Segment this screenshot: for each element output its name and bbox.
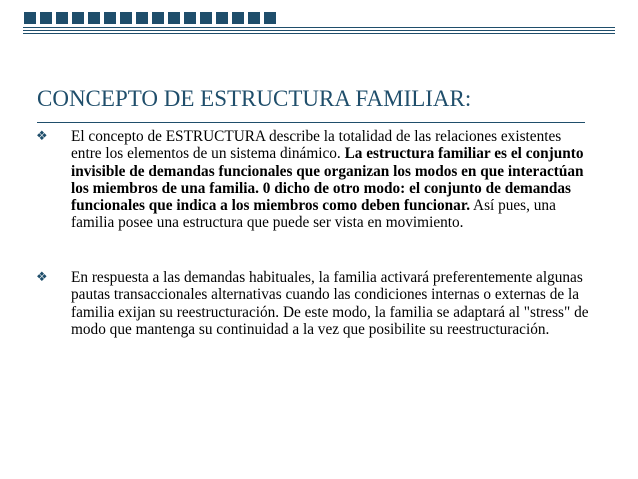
- bullet-item: [36, 128, 591, 232]
- bullet-text-bold-segment: La estructura familiar es el conjunto invisible de demandas funcionales que organizan los modos en que interactúan los miembros de una familia. 0 dicho de otro modo: el conjunto de demandas funcionales que indica a los miembros como deben funcionar.: [71, 145, 584, 215]
- diamond-bullet-icon: ❖: [36, 129, 48, 144]
- bullet-text-segment: En respuesta a las demandas habituales, la familia activará preferentemente algunas pautas transaccionales alternativas cuando las condiciones internas o externas de la familia exijan su reestructuración. De este modo, la familia se adaptará al "stress" de modo que mantenga su continuidad a la vez que posibilite su reestructuración.: [71, 269, 589, 338]
- decoration-square: [23, 11, 37, 25]
- decoration-line: [23, 27, 615, 28]
- slide-title: CONCEPTO DE ESTRUCTURA FAMILIAR:: [37, 86, 472, 111]
- decoration-square: [55, 11, 69, 25]
- decoration-square: [87, 11, 101, 25]
- bullet-text-segment: El concepto de ESTRUCTURA describe la totalidad de las relaciones existentes entre los elementos de un sistema dinámico.: [71, 128, 562, 163]
- decoration-square: [199, 11, 213, 25]
- decoration-line: [23, 33, 615, 34]
- decoration-square: [135, 11, 149, 25]
- decoration-square: [247, 11, 261, 25]
- bullet-text-segment: Así pues, una familia posee una estructura que puede ser vista en movimiento.: [71, 197, 556, 232]
- bullet-text: [71, 269, 591, 338]
- decoration-square: [39, 11, 53, 25]
- diamond-bullet-icon: ❖: [36, 270, 48, 285]
- bullet-item: [36, 269, 591, 338]
- bullet-text: [71, 128, 591, 232]
- decoration-square: [119, 11, 133, 25]
- decoration-square: [71, 11, 85, 25]
- title-underline: [37, 122, 585, 123]
- decoration-square: [183, 11, 197, 25]
- decoration-squares: [23, 11, 277, 25]
- decoration-square: [231, 11, 245, 25]
- decoration-line: [23, 30, 615, 31]
- decoration-square: [263, 11, 277, 25]
- decoration-square: [103, 11, 117, 25]
- decoration-square: [167, 11, 181, 25]
- decoration-square: [151, 11, 165, 25]
- decoration-square: [215, 11, 229, 25]
